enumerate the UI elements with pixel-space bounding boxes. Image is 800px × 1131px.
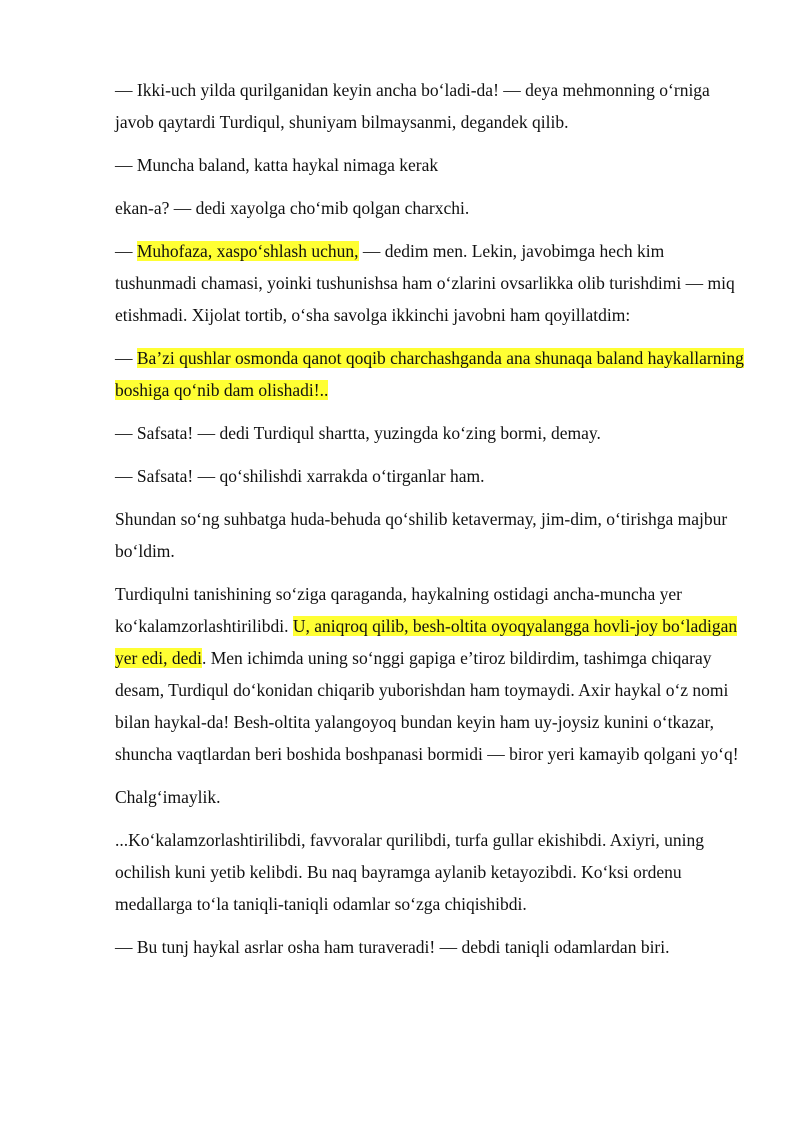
paragraph-text: ekan-a? — dedi xayolga cho‘mib qolgan charxchi.	[115, 198, 470, 218]
paragraph	[115, 503, 745, 567]
paragraph-text: —	[115, 241, 137, 261]
paragraph-text: ...Ko‘kalamzorlashtirilibdi, favvoralar qurilibdi, turfa gullar ekishibdi. Axiyri, uning ochilish kuni yetib kelibdi. Bu naq bayramga aylanib ketayozibdi. Ko‘ksi ordenu medallarga to‘la taniqli-taniqli odamlar so‘zga chiqishibdi.	[115, 830, 705, 914]
paragraph	[115, 342, 745, 406]
paragraph-text: — Safsata! — qo‘shilishdi xarrakda o‘tirganlar ham.	[115, 466, 485, 486]
highlighted-text: Ba’zi qushlar osmonda qanot qoqib charchashganda ana shunaqa baland haykallarning boshiga qo‘nib dam olishadi!..	[115, 348, 744, 400]
highlighted-text: Muhofaza, xaspo‘shlash uchun,	[136, 241, 359, 261]
paragraph	[115, 578, 745, 770]
paragraph-text: Shundan so‘ng suhbatga huda-behuda qo‘shilib ketavermay, jim-dim, o‘tirishga majbur bo‘ldim.	[115, 509, 728, 561]
paragraph	[115, 192, 745, 224]
paragraph-text: — Muncha baland, katta haykal nimaga kerak	[115, 155, 439, 175]
document-body	[115, 74, 745, 974]
paragraph	[115, 235, 745, 331]
paragraph-text: — Bu tunj haykal asrlar osha ham turaveradi! — debdi taniqli odamlardan biri.	[115, 937, 670, 957]
paragraph-text: Turdiqulni tanishining so‘ziga qaraganda, haykalning ostidagi ancha-muncha yer ko‘kalamzorlashtirilibdi.	[115, 584, 682, 636]
paragraph-text: . Men ichimda uning so‘nggi gapiga e’tiroz bildirdim, tashimga chiqaray desam, Turdiqul do‘konidan chiqarib yuborishdan ham toymaydi. Axir haykal o‘z nomi bilan haykal-da! Besh-oltita yalangoyoq bundan keyin ham uy-joysiz kunini o‘tkazar, shuncha vaqtlardan beri boshida boshpanasi bormidi — biror yeri kamayib qolgani yo‘q!	[115, 648, 739, 764]
paragraph	[115, 74, 745, 138]
paragraph	[115, 824, 745, 920]
paragraph	[115, 460, 745, 492]
paragraph-text: — Ikki-uch yilda qurilganidan keyin ancha bo‘ladi-da! — deya mehmonning o‘rniga javob qaytardi Turdiqul, shuniyam bilmaysanmi, degandek qilib.	[115, 80, 710, 132]
paragraph	[115, 149, 745, 181]
paragraph-text: —	[115, 348, 137, 368]
paragraph-text: — Safsata! — dedi Turdiqul shartta, yuzingda ko‘zing bormi, demay.	[115, 423, 601, 443]
paragraph	[115, 781, 745, 813]
paragraph-text: — dedim men. Lekin, javobimga hech kim tushunmadi chamasi, yoinki tushunishsa ham o‘zlarini ovsarlikka olib turishdimi — miq etishmadi. Xijolat tortib, o‘sha savolga ikkinchi javobni ham qoyillatdim:	[115, 241, 735, 325]
paragraph	[115, 931, 745, 963]
paragraph-text: Chalg‘imaylik.	[115, 787, 221, 807]
highlighted-text: U, aniqroq qilib, besh-oltita oyoqyalangga hovli-joy bo‘ladigan yer edi, dedi	[115, 616, 738, 668]
paragraph	[115, 417, 745, 449]
